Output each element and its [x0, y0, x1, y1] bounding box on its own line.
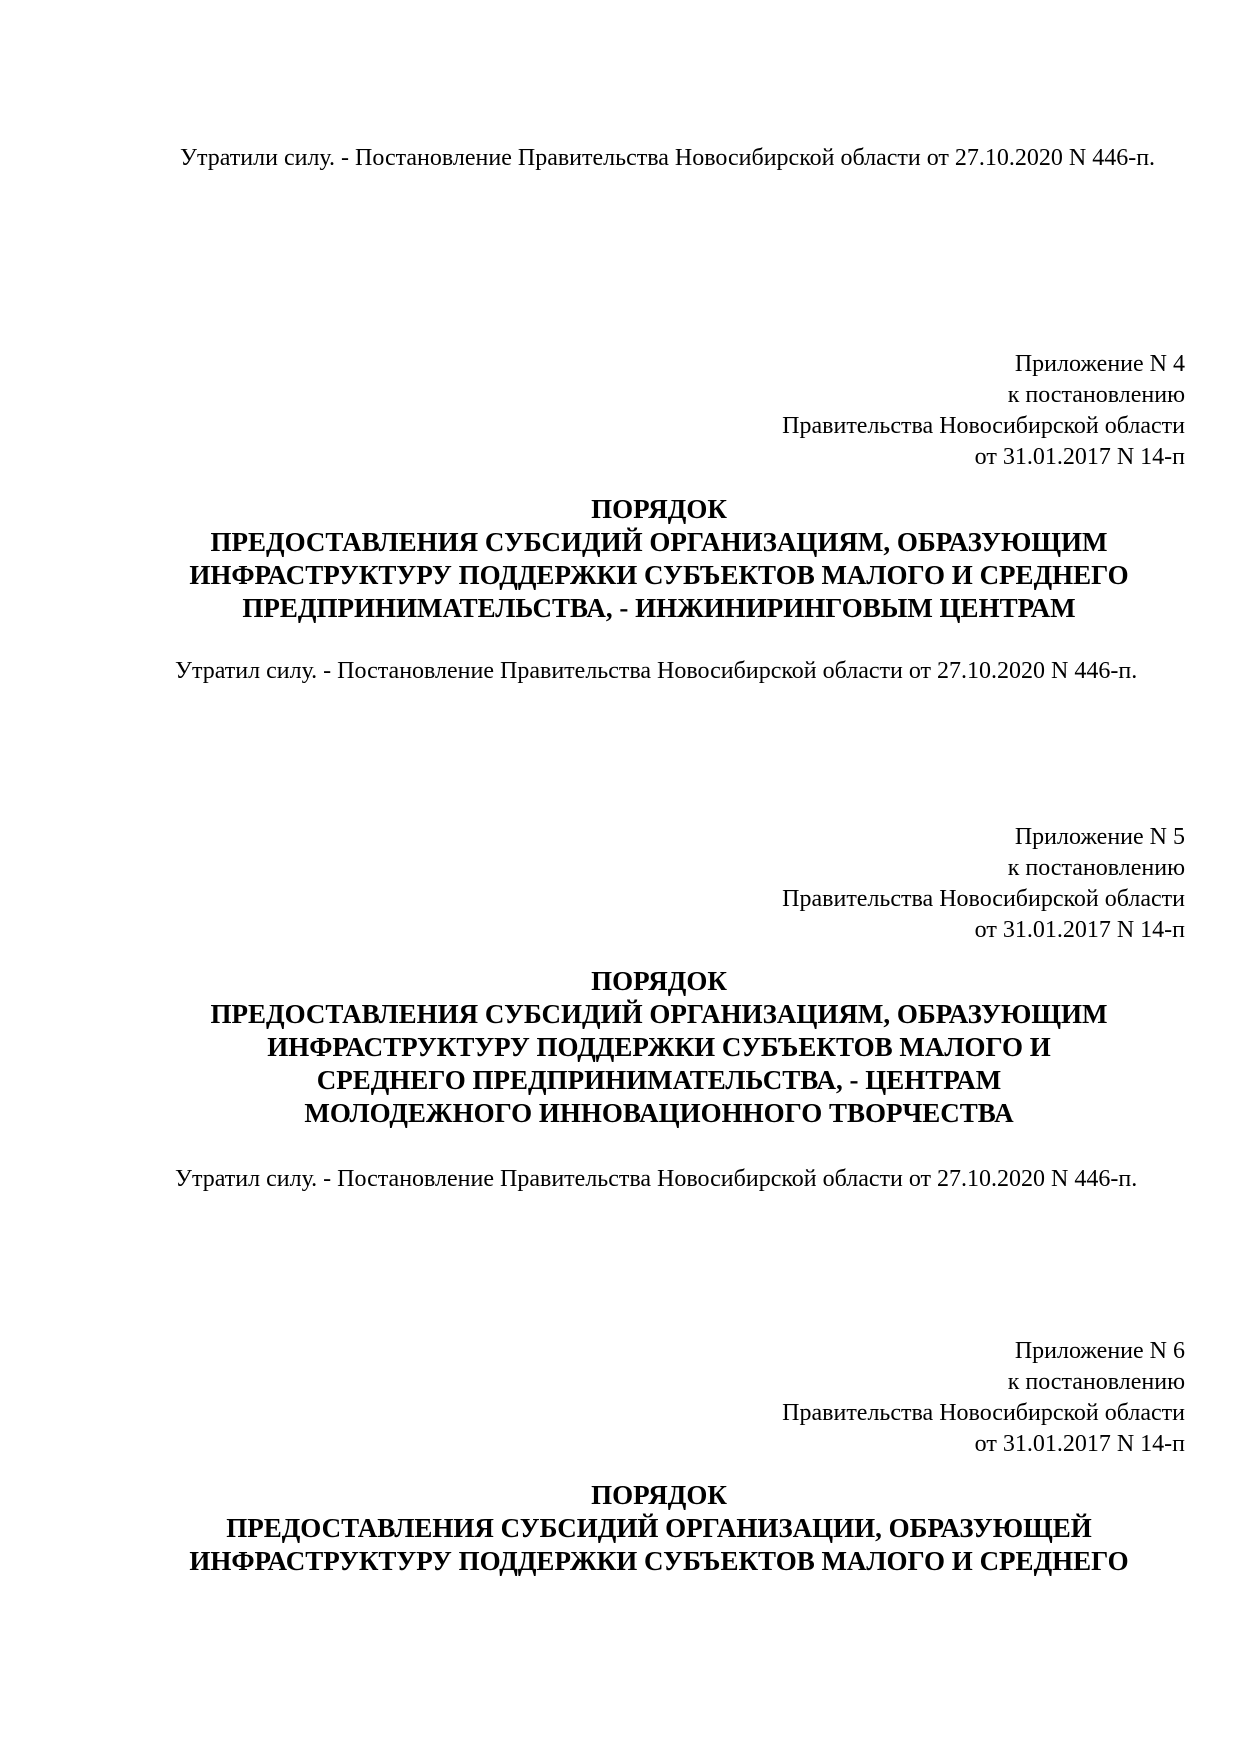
- appendix-government: Правительства Новосибирской области: [782, 413, 1185, 439]
- title-line: МОЛОДЕЖНОГО ИННОВАЦИОННОГО ТВОРЧЕСТВА: [304, 1098, 1014, 1128]
- appendix-number: Приложение N 4: [1014, 351, 1185, 377]
- appendix-5-header: [585, 822, 1185, 946]
- appendix-date: от 31.01.2017 N 14-п: [974, 917, 1185, 943]
- section-5-repeal-note: Утратил силу. - Постановление Правительства Новосибирской области от 27.10.2020 N 446-п.: [175, 1166, 1138, 1192]
- title-line: ПРЕДПРИНИМАТЕЛЬСТВА, - ИНЖИНИРИНГОВЫМ ЦЕНТРАМ: [242, 593, 1076, 623]
- title-line: ПОРЯДОК: [591, 966, 727, 996]
- appendix-date: от 31.01.2017 N 14-п: [974, 1431, 1185, 1457]
- appendix-6-header: [585, 1336, 1185, 1460]
- appendix-government: Правительства Новосибирской области: [782, 886, 1185, 912]
- section-6-title: [134, 1479, 1184, 1578]
- appendix-4-header: [585, 349, 1185, 473]
- appendix-number: Приложение N 5: [1014, 824, 1185, 850]
- appendix-to-resolution: к постановлению: [1007, 855, 1185, 881]
- appendix-to-resolution: к постановлению: [1007, 1369, 1185, 1395]
- appendix-number: Приложение N 6: [1014, 1338, 1185, 1364]
- intro-repeal-note: Утратили силу. - Постановление Правительства Новосибирской области от 27.10.2020 N 446-п.: [180, 145, 1156, 171]
- section-4-title: [134, 493, 1184, 625]
- title-line: ПРЕДОСТАВЛЕНИЯ СУБСИДИЙ ОРГАНИЗАЦИИ, ОБРАЗУЮЩЕЙ: [226, 1513, 1092, 1543]
- title-line: ИНФРАСТРУКТУРУ ПОДДЕРЖКИ СУБЪЕКТОВ МАЛОГО И СРЕДНЕГО: [189, 1546, 1129, 1576]
- appendix-government: Правительства Новосибирской области: [782, 1400, 1185, 1426]
- appendix-to-resolution: к постановлению: [1007, 382, 1185, 408]
- title-line: ПРЕДОСТАВЛЕНИЯ СУБСИДИЙ ОРГАНИЗАЦИЯМ, ОБРАЗУЮЩИМ: [210, 999, 1108, 1029]
- title-line: ПРЕДОСТАВЛЕНИЯ СУБСИДИЙ ОРГАНИЗАЦИЯМ, ОБРАЗУЮЩИМ: [210, 527, 1108, 557]
- appendix-date: от 31.01.2017 N 14-п: [974, 444, 1185, 470]
- section-5-title: [134, 965, 1184, 1130]
- section-4-repeal-note: Утратил силу. - Постановление Правительства Новосибирской области от 27.10.2020 N 446-п.: [175, 658, 1138, 684]
- title-line: ИНФРАСТРУКТУРУ ПОДДЕРЖКИ СУБЪЕКТОВ МАЛОГО И: [267, 1032, 1051, 1062]
- title-line: СРЕДНЕГО ПРЕДПРИНИМАТЕЛЬСТВА, - ЦЕНТРАМ: [316, 1065, 1002, 1095]
- title-line: ПОРЯДОК: [591, 494, 727, 524]
- title-line: ИНФРАСТРУКТУРУ ПОДДЕРЖКИ СУБЪЕКТОВ МАЛОГО И СРЕДНЕГО: [189, 560, 1129, 590]
- title-line: ПОРЯДОК: [591, 1480, 727, 1510]
